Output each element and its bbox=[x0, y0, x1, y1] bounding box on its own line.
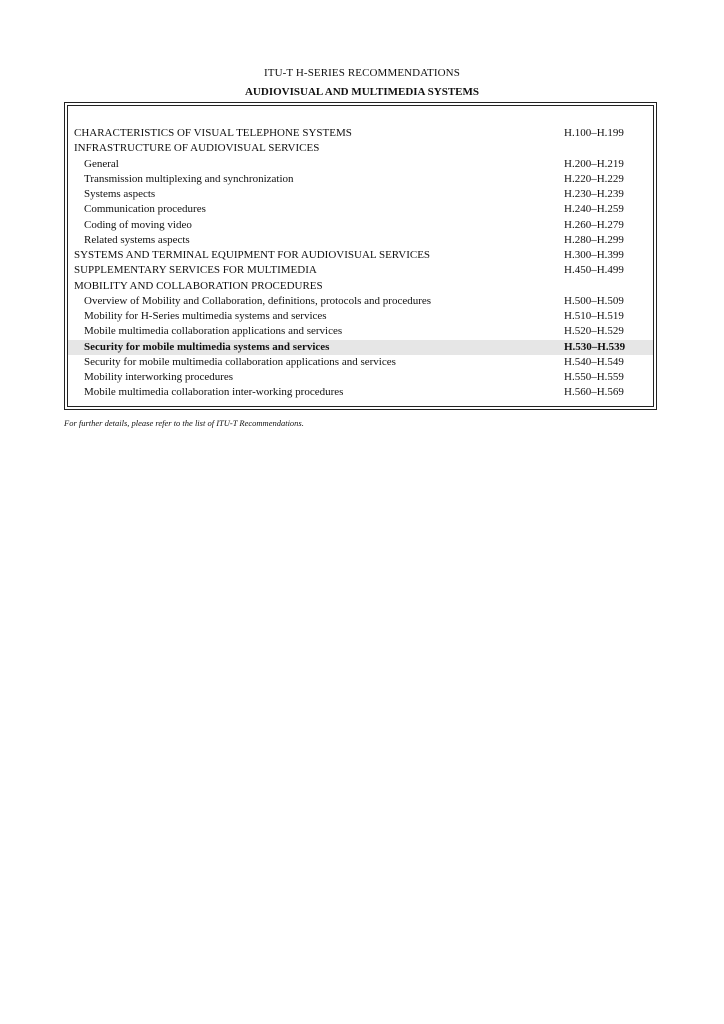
row-range: H.220–H.229 bbox=[564, 172, 624, 185]
row-label: CHARACTERISTICS OF VISUAL TELEPHONE SYSTEMS bbox=[74, 127, 352, 139]
row-label: MOBILITY AND COLLABORATION PROCEDURES bbox=[74, 279, 323, 292]
row-label: Communication procedures bbox=[84, 203, 206, 216]
row-label: Transmission multiplexing and synchronization bbox=[84, 172, 294, 185]
footnote: For further details, please refer to the list of ITU-T Recommendations. bbox=[64, 418, 304, 428]
table-row bbox=[68, 126, 653, 141]
row-label: Mobile multimedia collaboration applications and services bbox=[84, 325, 343, 338]
row-range: H.510–H.519 bbox=[564, 310, 624, 322]
series-title: ITU-T H-SERIES RECOMMENDATIONS bbox=[264, 67, 460, 79]
row-range: H.300–H.399 bbox=[564, 249, 624, 261]
row-label: General bbox=[84, 157, 119, 170]
table-rows bbox=[68, 126, 653, 401]
row-range: H.100–H.199 bbox=[564, 127, 624, 139]
recommendations-table-frame bbox=[64, 102, 657, 410]
table-row bbox=[68, 187, 653, 202]
table-row bbox=[68, 233, 653, 248]
row-label: SUPPLEMENTARY SERVICES FOR MULTIMEDIA bbox=[74, 264, 317, 277]
row-range: H.520–H.529 bbox=[564, 325, 624, 338]
row-range: H.240–H.259 bbox=[564, 203, 624, 216]
table-row bbox=[68, 370, 653, 385]
table-row bbox=[68, 248, 653, 263]
table-row bbox=[68, 218, 653, 233]
row-range: H.280–H.299 bbox=[564, 233, 624, 246]
row-label: Related systems aspects bbox=[84, 233, 190, 246]
table-row bbox=[68, 157, 653, 172]
table-row bbox=[68, 172, 653, 187]
row-label: Mobility for H-Series multimedia systems and services bbox=[84, 310, 327, 322]
row-label: Coding of moving video bbox=[84, 218, 192, 231]
row-label: Systems aspects bbox=[84, 188, 156, 200]
table-row bbox=[68, 355, 653, 370]
row-label: INFRASTRUCTURE OF AUDIOVISUAL SERVICES bbox=[74, 142, 320, 155]
table-row bbox=[68, 141, 653, 156]
row-range: H.560–H.569 bbox=[564, 386, 624, 399]
row-label: Security for mobile multimedia collaboration applications and services bbox=[84, 355, 396, 368]
table-row bbox=[68, 385, 653, 400]
row-label: SYSTEMS AND TERMINAL EQUIPMENT FOR AUDIOVISUAL SERVICES bbox=[74, 249, 431, 261]
table-row bbox=[68, 309, 653, 324]
row-range: H.550–H.559 bbox=[564, 371, 624, 383]
row-label: Mobile multimedia collaboration inter-working procedures bbox=[84, 386, 344, 399]
row-range: H.200–H.219 bbox=[564, 157, 624, 170]
table-row bbox=[68, 263, 653, 278]
row-range: H.450–H.499 bbox=[564, 264, 624, 277]
series-subtitle: AUDIOVISUAL AND MULTIMEDIA SYSTEMS bbox=[244, 86, 479, 98]
table-row bbox=[68, 202, 653, 217]
table-row-highlighted bbox=[68, 340, 653, 355]
recommendations-table bbox=[67, 105, 654, 407]
table-row bbox=[68, 294, 653, 309]
row-label: Mobility interworking procedures bbox=[84, 371, 234, 383]
row-range: H.540–H.549 bbox=[564, 355, 624, 368]
table-row bbox=[68, 324, 653, 339]
table-row bbox=[68, 279, 653, 294]
row-range: H.230–H.239 bbox=[564, 188, 624, 200]
row-label: Overview of Mobility and Collaboration, definitions, protocols and procedures bbox=[84, 294, 432, 307]
row-range: H.530–H.539 bbox=[564, 340, 626, 353]
row-range: H.500–H.509 bbox=[564, 294, 624, 307]
row-label: Security for mobile multimedia systems and services bbox=[84, 340, 330, 353]
row-range: H.260–H.279 bbox=[564, 218, 624, 231]
